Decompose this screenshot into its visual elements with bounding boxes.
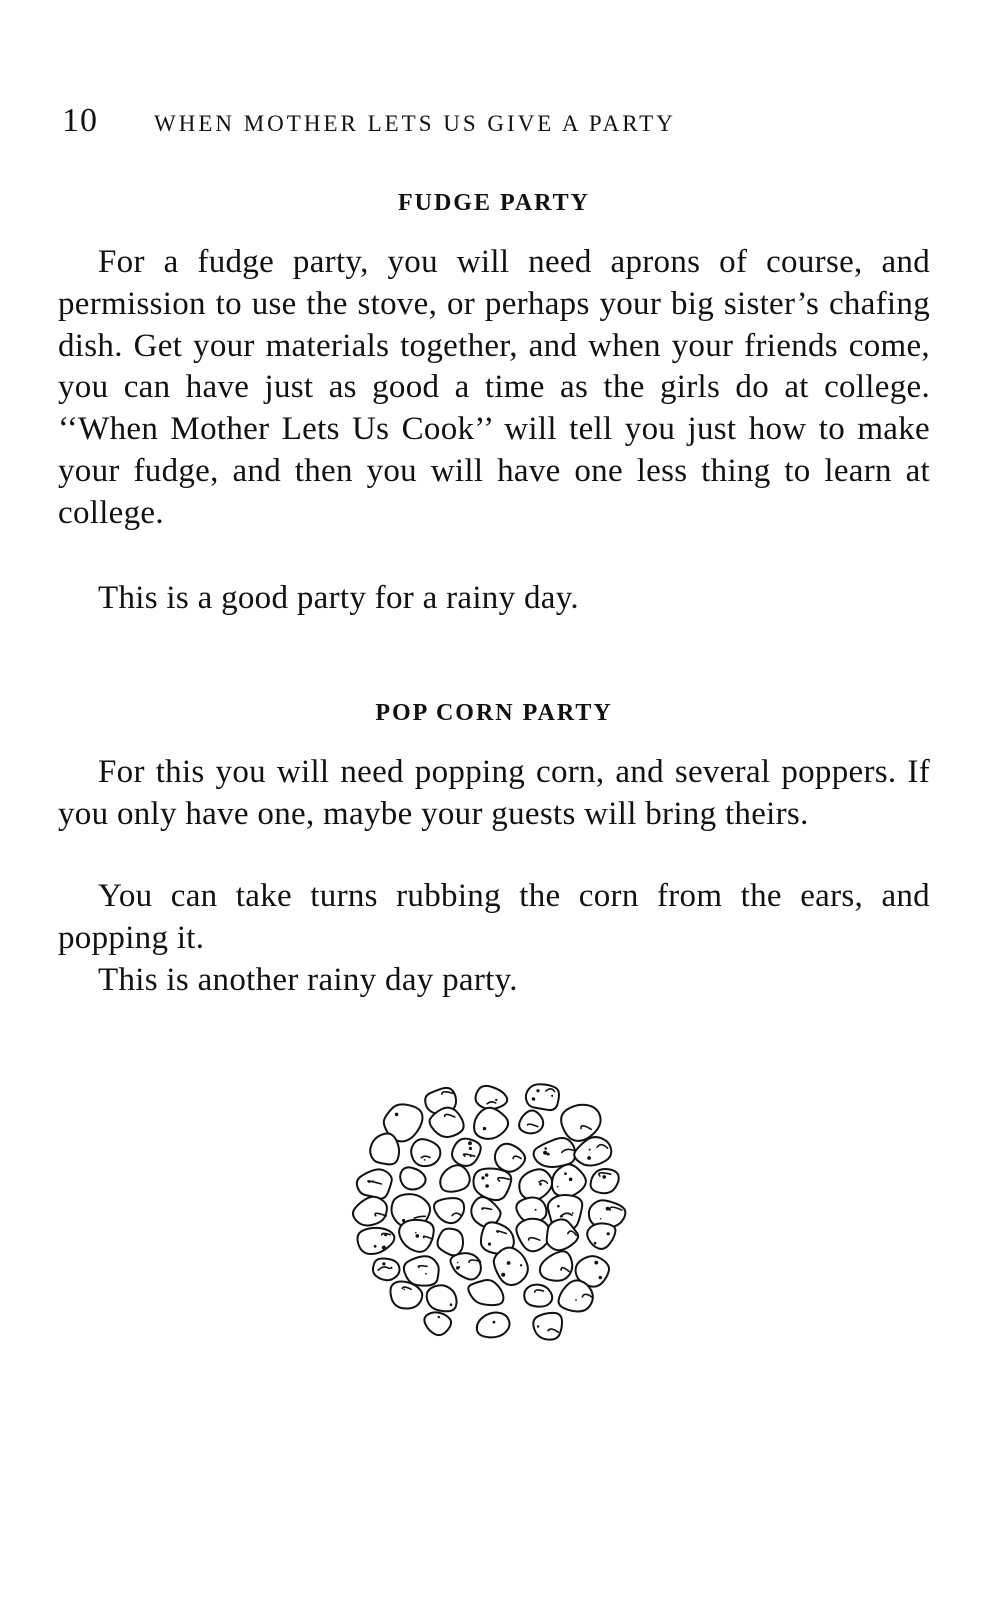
popcorn-kernel-dot [575,1299,577,1301]
popcorn-kernel-dot [539,1183,542,1186]
popcorn-kernel-dot [485,1173,488,1176]
popcorn-kernel [494,1248,528,1285]
popcorn-kernel [411,1139,440,1166]
popcorn-kernel [424,1312,451,1335]
popcorn-kernel-dot [382,1246,386,1250]
popcorn-kernel-dot [481,1176,484,1179]
running-title: WHEN MOTHER LETS US GIVE A PARTY [154,111,676,136]
popcorn-kernel-dot [384,1233,387,1236]
popcorn-kernel-dot [536,1089,539,1092]
popcorn-kernel-dot [374,1245,377,1248]
popcorn-kernel [400,1167,425,1189]
popcorn-kernel-dot [457,1262,459,1264]
popcorn-kernel-dot [438,1316,440,1318]
popcorn-kernel-dot [470,1155,472,1157]
popcorn-kernel [526,1084,559,1110]
popcorn-kernel [519,1111,543,1134]
popcorn-kernel [451,1253,481,1279]
popcorn-kernel-dot [537,1325,539,1327]
popcorn-kernel [437,1229,463,1256]
popcorn-kernel-dot [594,1242,597,1245]
popcorn-kernel [540,1251,572,1280]
popcorn-kernel-dot [493,1321,496,1324]
popcorn-kernel-dot [602,1175,606,1179]
popcorn-kernel-dot [416,1234,420,1238]
popcorn-kernel-dot [557,1205,560,1208]
popcorn-kernel-dot [395,1113,399,1117]
popcorn-kernel-dot [425,1273,427,1275]
popcorn-kernel-dot [485,1184,489,1188]
popcorn-kernel [477,1313,510,1338]
popcorn-kernel [434,1198,464,1223]
popcorn-kernel [404,1256,439,1285]
popcorn-kernel-dot [557,1186,559,1188]
popcorn-kernel-dot [535,1209,537,1211]
popcorn-kernel-dot [456,1266,459,1269]
popcorn-kernel-dot [572,1212,574,1214]
popcorn-kernel [561,1105,600,1141]
popcorn-kernel [534,1138,576,1167]
popcorn-kernel-dot [507,1261,511,1265]
popcorn-kernel-dot [551,1095,553,1097]
popcorn-kernel-dot [402,1219,405,1222]
popcorn-kernel [357,1169,392,1198]
popcorn-kernel-dot [450,1303,453,1306]
popcorn-kernel-dot [589,1149,591,1151]
popcorn-kernel [427,1285,457,1311]
popcorn-kernel-dot [587,1156,591,1160]
page-number: 10 [62,102,98,139]
popcorn-kernel-dot [594,1261,598,1265]
section-heading-fudge-party: FUDGE PARTY [397,190,591,216]
paragraph-popcorn-turns: You can take turns rubbing the corn from the ears, and popping it. [58,878,930,956]
section-heading-pop-corn-party: POP CORN PARTY [375,700,613,726]
popcorn-kernel-dot [543,1151,547,1155]
popcorn-kernel-dot [372,1180,374,1182]
popcorn-kernel [559,1280,593,1311]
popcorn-kernel-dot [468,1141,472,1145]
popcorn-kernel [474,1108,508,1139]
paragraph-popcorn-rainy-day: This is another rainy day party. [98,962,518,998]
popcorn-kernel-dot [599,1276,602,1279]
popcorn-kernel-dot [606,1207,610,1211]
popcorn-kernel [552,1164,586,1196]
popcorn-kernel-dot [532,1097,536,1101]
popcorn-kernel [516,1219,550,1252]
popcorn-kernel [357,1228,394,1254]
popcorn-kernel [452,1139,481,1166]
popcorn-kernel-dot [415,1232,417,1234]
popcorn-kernel [519,1169,552,1200]
popcorn-kernel [473,1169,511,1201]
popcorn-kernel-dot [544,1147,547,1150]
popcorn-kernel-dot [600,1218,602,1220]
popcorn-kernel-dot [390,1267,392,1269]
popcorn-kernel-dot [501,1273,505,1277]
paragraph-popcorn-intro: For this you will need popping corn, and several poppers. If you only have one, maybe your guests will bring theirs. [58,754,930,832]
popcorn-kernel [373,1258,400,1280]
popcorn-kernel-dot [424,1159,426,1161]
popcorn-kernel-dot [569,1178,573,1182]
popcorn-kernel-dot [495,1099,497,1101]
popcorn-kernel [524,1285,552,1307]
popcorn-kernel [370,1133,399,1164]
popcorn-kernel-dot [469,1147,472,1150]
popcorn-kernel-dot [483,1127,486,1130]
popcorn-ball-icon [336,1072,646,1347]
popcorn-kernel-dot [403,1289,405,1291]
popcorn-kernel [476,1086,508,1109]
popcorn-kernel-dot [382,1262,385,1265]
popcorn-kernel [587,1223,615,1249]
popcorn-kernel-dot [560,1215,563,1218]
popcorn-kernel [440,1165,470,1191]
popcorn-kernel [468,1280,503,1305]
popcorn-kernel [353,1197,387,1226]
popcorn-kernel-dot [607,1232,610,1235]
popcorn-kernel-dot [564,1172,567,1175]
running-head [62,102,862,142]
paragraph-fudge-rainy-day: This is a good party for a rainy day. [98,580,579,616]
paragraph-fudge-intro: For a fudge party, you will need aprons of course, and permission to use the stove, or perhaps your big sister’s chafing dish. Get your materials together, and when your friends come, you can have just as good a time as the girls do at college. ‘‘When Mother Lets Us Cook’’ will tell you just how to make your fudge, and then you will have one less thing to learn at college. [58,244,930,531]
popcorn-kernel-dot [488,1243,491,1246]
popcorn-kernel-dot [520,1264,522,1266]
